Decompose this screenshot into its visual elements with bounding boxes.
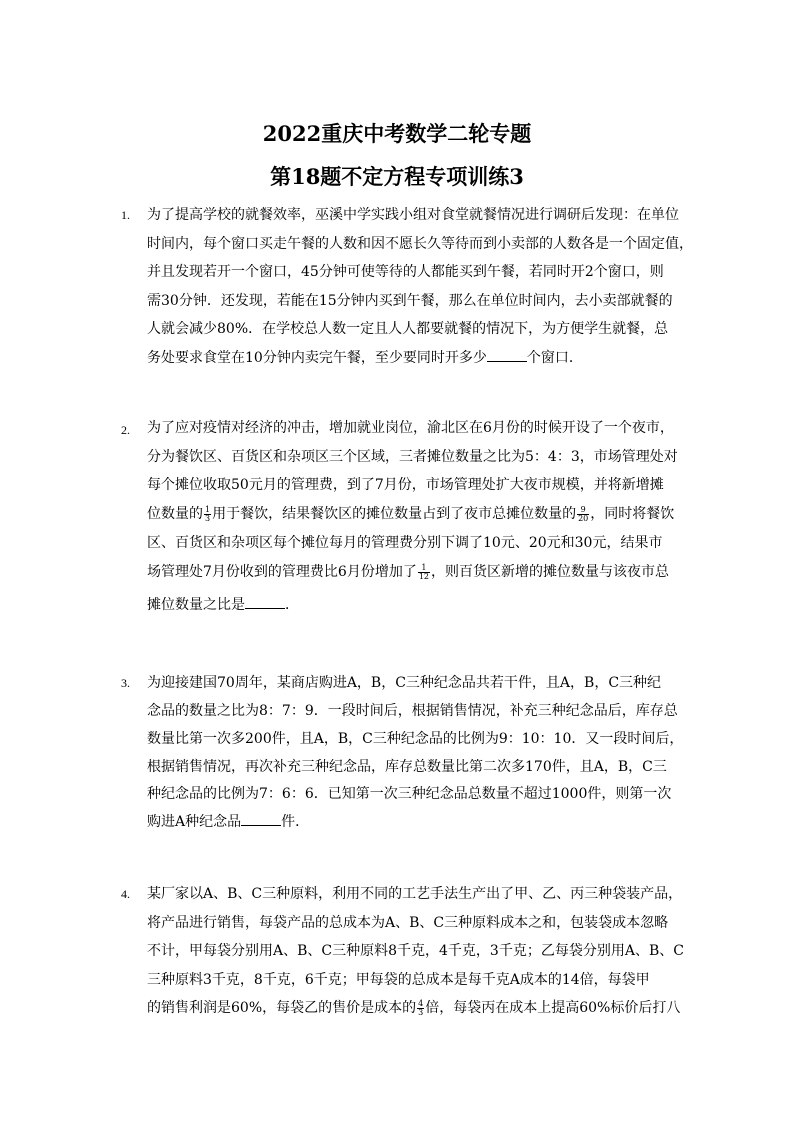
line-text: 场管理处7月份收到的管理费比6月份增加了 [147,564,417,580]
fraction-denominator: 3 [205,513,211,523]
problem-line: 每个摊位收取50元月的管理费，到了7月份，市场管理处扩大夜市规模，并将新增摊 [147,477,664,493]
document-title: 2022重庆中考数学二轮专题 [262,121,532,146]
problem-line [147,562,669,582]
problem-line: 区、百货区和杂项区每个摊位每月的管理费分别下调了10元、20元和30元，结果市 [147,535,663,551]
line-text: 倍，每袋丙在成本上提高60%标价后打八 [425,1000,681,1016]
fraction-numerator: 4 [418,998,424,1008]
fraction-denominator: 3 [418,1007,424,1017]
problem-line: 需30分钟．还发现，若能在15分钟内买到午餐，那么在单位时间内，去小卖部就餐的 [147,293,673,309]
fraction-numerator: 1 [205,504,211,514]
fraction [577,506,589,523]
line-text: ，同时将餐饮 [590,506,675,522]
fraction-numerator: 9 [577,506,589,515]
line-text: 件． [281,814,310,830]
line-text: 的销售利润是60%，每袋乙的售价是成本的 [147,1000,417,1016]
problem-line: 时间内，每个窗口买走午餐的人数和因不愿长久等待而到小卖部的人数各是一个固定值， [147,236,693,252]
problem-line: 人就会减少80%．在学校总人数一定且人人都要就餐的情况下，为方便学生就餐，总 [147,321,669,337]
line-text: 位数量的 [147,506,203,522]
line-text: ． [285,597,299,613]
problem-number: 2. [121,423,130,437]
problem-line [147,504,674,524]
document-subtitle: 第18题不定方程专项训练3 [270,164,524,189]
fraction [417,1000,424,1017]
line-text: 摊位数量之比是 [147,597,245,613]
problem-line: 为了应对疫情对经济的冲击，增加就业岗位，渝北区在6月份的时候开设了一个夜市， [147,420,674,436]
problem-line: 将产品进行销售，每袋产品的总成本为A、B、C三种原料成本之和，包装袋成本忽略 [147,915,669,931]
fraction-denominator: 12 [418,571,430,581]
problem-line: 为迎接建国70周年，某商店购进A，B，C三种纪念品共若干件，且A，B，C三种纪 [147,675,662,691]
problem-line: 分为餐饮区、百货区和杂项区三个区域，三者摊位数量之比为5：4：3，市场管理处对 [147,449,678,465]
line-text: ，则百货区新增的摊位数量与该夜市总 [431,564,670,580]
problem-line: 三种原料3千克，8千克，6千克；甲每袋的总成本是每千克A成本的14倍，每袋甲 [147,972,650,988]
answer-blank[interactable] [487,347,527,362]
line-text: 务处要求食堂在10分钟内卖完午餐，至少要同时开多少 [147,350,487,366]
problem-line [147,998,680,1018]
problem-number: 3. [121,676,130,690]
line-text: 个窗口． [526,350,583,366]
problem-line: 根据销售情况，再次补充三种纪念品，库存总数量比第二次多170件，且A，B，C三 [147,759,667,775]
problem-line: 数量比第一次多200件，且A，B，C三种纪念品的比例为9：10：10．又一段时间后， [147,731,684,747]
answer-blank[interactable] [241,811,281,826]
problem-line: 并且发现若开一个窗口，45分钟可使等待的人都能买到午餐，若同时开2个窗口，则 [147,264,664,280]
problem-line: 不计，甲每袋分别用A、B、C三种原料8千克，4千克，3千克；乙每袋分别用A、B、C [147,943,684,959]
fraction-denominator: 20 [578,513,589,523]
fraction [204,506,211,523]
problem-number: 1. [121,208,130,222]
problem-line: 念品的数量之比为8：7：9．一段时间后，根据销售情况，补充三种纪念品后，库存总 [147,703,678,719]
problem-line: 为了提高学校的就餐效率，巫溪中学实践小组对食堂就餐情况进行调研后发现：在单位 [147,207,679,223]
problem-line [147,347,583,368]
fraction-numerator: 1 [418,564,430,573]
problem-line: 种纪念品的比例为7：6：6．已知第一次三种纪念品总数量不超过1000件，则第一次 [147,786,672,802]
problem-line [147,811,309,832]
line-text: 购进A种纪念品 [147,814,242,830]
fraction [418,564,430,581]
problem-number: 4. [121,887,130,901]
answer-blank[interactable] [245,594,285,609]
line-text: 用于餐饮，结果餐饮区的摊位数量占到了夜市总摊位数量的 [212,506,577,522]
problem-line [147,594,299,615]
problem-line: 某厂家以A、B、C三种原料，利用不同的工艺手法生产出了甲、乙、丙三种袋装产品， [147,886,683,902]
